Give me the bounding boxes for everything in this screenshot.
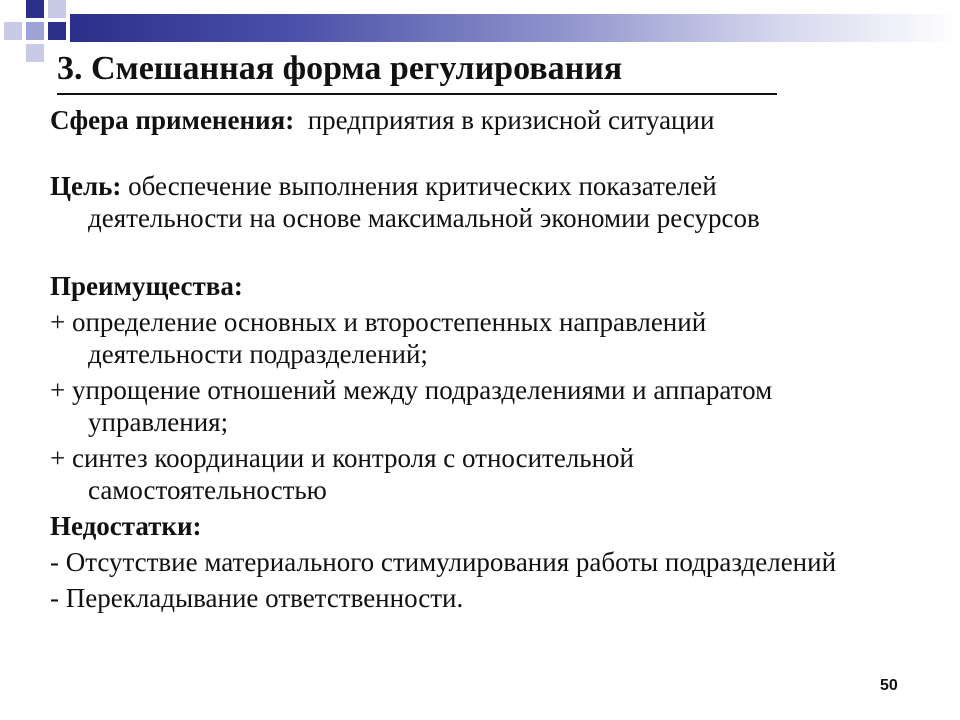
- decor-square: [4, 22, 22, 40]
- slide-title: 3. Смешанная форма регулирования: [57, 50, 623, 87]
- disadvantage-item: - Перекладывание ответственности.: [50, 583, 464, 613]
- disadvantage-item: - Отсутствие материального стимулирования работы подразделений: [50, 547, 837, 577]
- decor-square: [48, 0, 66, 18]
- slide-content: [50, 104, 960, 614]
- header-band: [70, 14, 960, 42]
- scope-text: предприятия в кризисной ситуации: [307, 105, 715, 135]
- decor-square: [48, 22, 66, 40]
- goal-label: Цель:: [50, 171, 122, 201]
- disadvantages-label: Недостатки:: [50, 511, 202, 541]
- advantage-item: + синтез координации и контроля с относительной: [50, 443, 635, 473]
- advantages-label: Преимущества:: [50, 271, 243, 301]
- page-number: 50: [880, 677, 898, 694]
- decor-square: [26, 0, 44, 18]
- title-underline: [57, 93, 777, 95]
- scope-label: Сфера применения:: [50, 105, 295, 135]
- advantage-item: + упрощение отношений между подразделениями и аппаратом: [50, 375, 773, 405]
- advantage-item-continued: деятельности подразделений;: [88, 339, 428, 369]
- advantage-item-continued: управления;: [88, 407, 229, 437]
- goal-text: обеспечение выполнения критических показателей: [128, 171, 717, 201]
- advantage-item-continued: самостоятельностью: [88, 475, 327, 505]
- scope-line: [50, 104, 960, 136]
- goal-line: [50, 170, 960, 202]
- goal-line-continued: деятельности на основе максимальной экономии ресурсов: [88, 203, 760, 233]
- decor-square: [26, 44, 44, 62]
- advantage-item: + определение основных и второстепенных направлений: [50, 307, 707, 337]
- decor-square: [26, 22, 44, 40]
